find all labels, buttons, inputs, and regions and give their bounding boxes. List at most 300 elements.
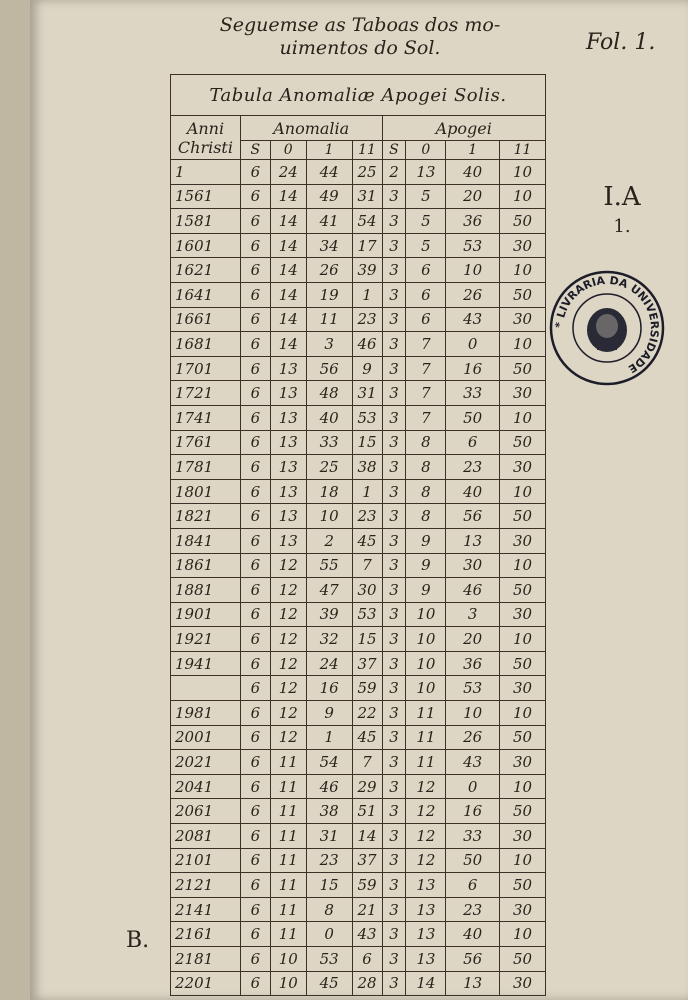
value-cell: 10 <box>270 947 306 972</box>
value-cell: 6 <box>240 282 270 307</box>
value-cell: 20 <box>446 627 500 652</box>
value-cell: 53 <box>306 947 352 972</box>
value-cell: 54 <box>352 209 382 234</box>
value-cell: 30 <box>500 381 546 406</box>
value-cell: 12 <box>270 578 306 603</box>
value-cell: 5 <box>406 184 446 209</box>
year-cell: 1641 <box>171 282 241 307</box>
year-cell: 1881 <box>171 578 241 603</box>
value-cell: 37 <box>352 848 382 873</box>
value-cell: 10 <box>500 405 546 430</box>
value-cell: 39 <box>306 602 352 627</box>
stamp-emblem-icon <box>587 308 627 352</box>
year-cell: 1841 <box>171 528 241 553</box>
value-cell: 23 <box>446 897 500 922</box>
value-cell: 37 <box>352 651 382 676</box>
year-cell: 1661 <box>171 307 241 332</box>
value-cell: 12 <box>270 627 306 652</box>
value-cell: 14 <box>270 233 306 258</box>
shelf-mark-sub: 1. <box>613 216 631 237</box>
value-cell: 10 <box>500 627 546 652</box>
value-cell: 10 <box>500 701 546 726</box>
year-cell: 2101 <box>171 848 241 873</box>
value-cell: 23 <box>446 455 500 480</box>
value-cell: 50 <box>500 209 546 234</box>
sub-header-cell: S <box>240 141 270 160</box>
sub-header-cell: 0 <box>406 141 446 160</box>
year-cell: 2181 <box>171 947 241 972</box>
value-cell: 12 <box>406 799 446 824</box>
value-cell: 10 <box>500 258 546 283</box>
value-cell: 13 <box>270 479 306 504</box>
value-cell: 6 <box>240 455 270 480</box>
value-cell: 21 <box>352 897 382 922</box>
value-cell: 13 <box>270 405 306 430</box>
table-row <box>171 627 546 652</box>
value-cell: 6 <box>240 233 270 258</box>
value-cell: 40 <box>446 479 500 504</box>
value-cell: 3 <box>382 578 406 603</box>
value-cell: 29 <box>352 774 382 799</box>
table-row <box>171 381 546 406</box>
value-cell: 6 <box>240 651 270 676</box>
table-row <box>171 897 546 922</box>
value-cell: 14 <box>270 184 306 209</box>
value-cell: 6 <box>240 971 270 996</box>
table-row <box>171 947 546 972</box>
value-cell: 11 <box>270 873 306 898</box>
value-cell: 24 <box>306 651 352 676</box>
sub-header-cell: 11 <box>500 141 546 160</box>
value-cell: 12 <box>270 553 306 578</box>
value-cell: 0 <box>446 774 500 799</box>
value-cell: 12 <box>270 701 306 726</box>
value-cell: 30 <box>500 307 546 332</box>
value-cell: 10 <box>406 602 446 627</box>
value-cell: 30 <box>500 897 546 922</box>
value-cell: 14 <box>270 332 306 357</box>
value-cell: 10 <box>446 701 500 726</box>
value-cell: 14 <box>270 209 306 234</box>
table-row <box>171 553 546 578</box>
value-cell: 7 <box>406 405 446 430</box>
value-cell: 8 <box>306 897 352 922</box>
value-cell: 15 <box>352 627 382 652</box>
year-cell: 1861 <box>171 553 241 578</box>
sub-header-cell: 0 <box>270 141 306 160</box>
value-cell: 10 <box>500 774 546 799</box>
value-cell: 51 <box>352 799 382 824</box>
value-cell: 10 <box>500 332 546 357</box>
value-cell: 3 <box>382 233 406 258</box>
value-cell: 59 <box>352 676 382 701</box>
value-cell: 6 <box>406 282 446 307</box>
value-cell: 32 <box>306 627 352 652</box>
value-cell: 13 <box>406 897 446 922</box>
value-cell: 56 <box>446 947 500 972</box>
table-row <box>171 455 546 480</box>
sub-header-cell: 1 <box>306 141 352 160</box>
value-cell: 25 <box>306 455 352 480</box>
value-cell: 13 <box>270 356 306 381</box>
table-row <box>171 750 546 775</box>
value-cell: 30 <box>500 676 546 701</box>
value-cell: 14 <box>270 258 306 283</box>
value-cell: 6 <box>240 873 270 898</box>
value-cell: 3 <box>382 282 406 307</box>
table-row <box>171 209 546 234</box>
value-cell: 10 <box>446 258 500 283</box>
value-cell: 3 <box>382 651 406 676</box>
value-cell: 3 <box>382 922 406 947</box>
value-cell: 30 <box>500 455 546 480</box>
value-cell: 17 <box>352 233 382 258</box>
table-row <box>171 184 546 209</box>
value-cell: 10 <box>500 922 546 947</box>
value-cell: 9 <box>406 553 446 578</box>
value-cell: 50 <box>500 725 546 750</box>
value-cell: 13 <box>406 947 446 972</box>
col-header-apogei: Apogei <box>382 116 546 141</box>
value-cell: 50 <box>500 947 546 972</box>
value-cell: 3 <box>382 258 406 283</box>
value-cell: 50 <box>500 578 546 603</box>
table-row <box>171 873 546 898</box>
value-cell: 6 <box>240 405 270 430</box>
table-row <box>171 848 546 873</box>
solar-table <box>170 74 546 996</box>
page-heading <box>170 14 550 60</box>
value-cell: 33 <box>446 824 500 849</box>
value-cell: 33 <box>306 430 352 455</box>
stamp-text: * LIVRARIA DA UNIVERSIDADE <box>552 273 662 376</box>
value-cell: 53 <box>352 405 382 430</box>
value-cell: 5 <box>406 209 446 234</box>
table-row <box>171 971 546 996</box>
value-cell: 54 <box>306 750 352 775</box>
value-cell: 7 <box>406 381 446 406</box>
table-row <box>171 528 546 553</box>
value-cell: 6 <box>240 381 270 406</box>
value-cell: 50 <box>500 356 546 381</box>
value-cell: 53 <box>446 233 500 258</box>
value-cell: 10 <box>270 971 306 996</box>
value-cell: 13 <box>270 504 306 529</box>
value-cell: 40 <box>306 405 352 430</box>
value-cell: 40 <box>446 160 500 185</box>
value-cell: 10 <box>500 553 546 578</box>
table-row <box>171 701 546 726</box>
value-cell: 19 <box>306 282 352 307</box>
value-cell: 3 <box>382 479 406 504</box>
year-cell: 1581 <box>171 209 241 234</box>
value-cell: 11 <box>270 799 306 824</box>
value-cell: 50 <box>500 651 546 676</box>
value-cell: 10 <box>406 676 446 701</box>
value-cell: 12 <box>270 725 306 750</box>
value-cell: 31 <box>352 381 382 406</box>
value-cell: 6 <box>240 430 270 455</box>
table-row <box>171 405 546 430</box>
year-cell: 2061 <box>171 799 241 824</box>
value-cell: 6 <box>240 184 270 209</box>
value-cell: 11 <box>406 725 446 750</box>
value-cell: 6 <box>240 479 270 504</box>
value-cell: 3 <box>446 602 500 627</box>
table-row <box>171 479 546 504</box>
value-cell: 12 <box>270 651 306 676</box>
value-cell: 45 <box>352 528 382 553</box>
value-cell: 23 <box>352 504 382 529</box>
year-cell: 1561 <box>171 184 241 209</box>
table-row <box>171 676 546 701</box>
value-cell: 53 <box>446 676 500 701</box>
year-cell: 1621 <box>171 258 241 283</box>
value-cell: 26 <box>446 282 500 307</box>
value-cell: 46 <box>352 332 382 357</box>
value-cell: 10 <box>406 651 446 676</box>
value-cell: 14 <box>270 282 306 307</box>
value-cell: 12 <box>406 774 446 799</box>
value-cell: 6 <box>240 824 270 849</box>
value-cell: 53 <box>352 602 382 627</box>
value-cell: 6 <box>240 676 270 701</box>
value-cell: 13 <box>270 455 306 480</box>
value-cell: 3 <box>382 455 406 480</box>
value-cell: 6 <box>240 627 270 652</box>
year-cell: 2201 <box>171 971 241 996</box>
value-cell: 8 <box>406 455 446 480</box>
year-cell: 2001 <box>171 725 241 750</box>
value-cell: 6 <box>240 332 270 357</box>
value-cell: 6 <box>240 848 270 873</box>
value-cell: 30 <box>352 578 382 603</box>
col-header-year: Anni Christi <box>171 116 241 160</box>
value-cell: 6 <box>240 947 270 972</box>
value-cell: 56 <box>446 504 500 529</box>
year-cell: 2121 <box>171 873 241 898</box>
value-cell: 13 <box>270 528 306 553</box>
sub-header-cell: 1 <box>446 141 500 160</box>
value-cell: 11 <box>270 922 306 947</box>
year-cell: 1761 <box>171 430 241 455</box>
value-cell: 23 <box>306 848 352 873</box>
value-cell: 43 <box>446 750 500 775</box>
value-cell: 10 <box>306 504 352 529</box>
year-cell: 1941 <box>171 651 241 676</box>
value-cell: 28 <box>352 971 382 996</box>
value-cell: 3 <box>382 430 406 455</box>
value-cell: 0 <box>446 332 500 357</box>
value-cell: 11 <box>270 824 306 849</box>
value-cell: 11 <box>270 774 306 799</box>
value-cell: 3 <box>382 332 406 357</box>
value-cell: 9 <box>406 528 446 553</box>
shelf-mark: I.A <box>603 182 641 212</box>
value-cell: 10 <box>500 848 546 873</box>
value-cell: 16 <box>446 356 500 381</box>
value-cell: 3 <box>306 332 352 357</box>
value-cell: 1 <box>352 282 382 307</box>
value-cell: 6 <box>240 209 270 234</box>
year-cell: 1901 <box>171 602 241 627</box>
value-cell: 47 <box>306 578 352 603</box>
value-cell: 13 <box>446 971 500 996</box>
year-cell: 2161 <box>171 922 241 947</box>
value-cell: 6 <box>240 897 270 922</box>
table-title: Tabula Anomaliæ Apogei Solis. <box>171 75 546 116</box>
value-cell: 6 <box>446 430 500 455</box>
value-cell: 38 <box>306 799 352 824</box>
year-cell: 1781 <box>171 455 241 480</box>
value-cell: 3 <box>382 824 406 849</box>
value-cell: 3 <box>382 774 406 799</box>
value-cell: 43 <box>352 922 382 947</box>
value-cell: 3 <box>382 528 406 553</box>
value-cell: 10 <box>500 479 546 504</box>
value-cell: 9 <box>352 356 382 381</box>
value-cell: 20 <box>446 184 500 209</box>
year-cell: 2081 <box>171 824 241 849</box>
value-cell: 2 <box>306 528 352 553</box>
year-cell: 2021 <box>171 750 241 775</box>
value-cell: 30 <box>500 971 546 996</box>
value-cell: 12 <box>270 676 306 701</box>
value-cell: 50 <box>500 799 546 824</box>
table-row <box>171 258 546 283</box>
value-cell: 26 <box>306 258 352 283</box>
value-cell: 30 <box>500 233 546 258</box>
table-row <box>171 774 546 799</box>
value-cell: 3 <box>382 356 406 381</box>
value-cell: 6 <box>240 356 270 381</box>
value-cell: 6 <box>406 258 446 283</box>
year-cell: 1741 <box>171 405 241 430</box>
value-cell: 26 <box>446 725 500 750</box>
value-cell: 41 <box>306 209 352 234</box>
value-cell: 30 <box>500 602 546 627</box>
value-cell: 23 <box>352 307 382 332</box>
value-cell: 1 <box>352 479 382 504</box>
col-header-anomalia: Anomalia <box>240 116 382 141</box>
value-cell: 10 <box>500 160 546 185</box>
value-cell: 30 <box>500 750 546 775</box>
value-cell: 12 <box>406 824 446 849</box>
value-cell: 22 <box>352 701 382 726</box>
value-cell: 25 <box>352 160 382 185</box>
value-cell: 6 <box>240 799 270 824</box>
value-cell: 3 <box>382 971 406 996</box>
year-cell: 1681 <box>171 332 241 357</box>
value-cell: 16 <box>446 799 500 824</box>
value-cell: 9 <box>306 701 352 726</box>
value-cell: 46 <box>446 578 500 603</box>
value-cell: 2 <box>382 160 406 185</box>
year-cell: 1 <box>171 160 241 185</box>
value-cell: 3 <box>382 750 406 775</box>
value-cell: 10 <box>406 627 446 652</box>
value-cell: 6 <box>240 307 270 332</box>
table-row <box>171 356 546 381</box>
value-cell: 38 <box>352 455 382 480</box>
value-cell: 12 <box>406 848 446 873</box>
gathering-mark: B. <box>126 928 150 953</box>
table-row <box>171 725 546 750</box>
value-cell: 50 <box>446 405 500 430</box>
value-cell: 6 <box>240 922 270 947</box>
value-cell: 11 <box>270 848 306 873</box>
value-cell: 13 <box>270 381 306 406</box>
sub-header-cell: 11 <box>352 141 382 160</box>
value-cell: 3 <box>382 627 406 652</box>
value-cell: 49 <box>306 184 352 209</box>
value-cell: 3 <box>382 405 406 430</box>
value-cell: 31 <box>306 824 352 849</box>
value-cell: 43 <box>446 307 500 332</box>
value-cell: 36 <box>446 651 500 676</box>
value-cell: 30 <box>500 824 546 849</box>
value-cell: 14 <box>352 824 382 849</box>
value-cell: 31 <box>352 184 382 209</box>
value-cell: 50 <box>446 848 500 873</box>
table-row <box>171 578 546 603</box>
value-cell: 30 <box>500 528 546 553</box>
year-cell: 1801 <box>171 479 241 504</box>
value-cell: 14 <box>406 971 446 996</box>
value-cell: 3 <box>382 799 406 824</box>
table-row <box>171 651 546 676</box>
value-cell: 3 <box>382 602 406 627</box>
value-cell: 3 <box>382 725 406 750</box>
value-cell: 13 <box>406 160 446 185</box>
year-cell: 2041 <box>171 774 241 799</box>
value-cell: 3 <box>382 676 406 701</box>
value-cell: 34 <box>306 233 352 258</box>
value-cell: 13 <box>406 873 446 898</box>
table-row <box>171 233 546 258</box>
value-cell: 6 <box>240 528 270 553</box>
value-cell: 7 <box>406 332 446 357</box>
value-cell: 10 <box>500 184 546 209</box>
value-cell: 13 <box>406 922 446 947</box>
value-cell: 33 <box>446 381 500 406</box>
value-cell: 15 <box>352 430 382 455</box>
year-cell: 1821 <box>171 504 241 529</box>
value-cell: 59 <box>352 873 382 898</box>
value-cell: 6 <box>240 578 270 603</box>
value-cell: 30 <box>446 553 500 578</box>
value-cell: 3 <box>382 947 406 972</box>
value-cell: 16 <box>306 676 352 701</box>
value-cell: 11 <box>306 307 352 332</box>
value-cell: 39 <box>352 258 382 283</box>
value-cell: 6 <box>240 750 270 775</box>
value-cell: 7 <box>352 750 382 775</box>
value-cell: 11 <box>270 897 306 922</box>
table-row <box>171 430 546 455</box>
value-cell: 40 <box>446 922 500 947</box>
value-cell: 3 <box>382 184 406 209</box>
value-cell: 13 <box>446 528 500 553</box>
value-cell: 6 <box>240 160 270 185</box>
value-cell: 3 <box>382 553 406 578</box>
value-cell: 6 <box>240 701 270 726</box>
year-cell: 1701 <box>171 356 241 381</box>
value-cell: 12 <box>270 602 306 627</box>
year-cell: 1981 <box>171 701 241 726</box>
value-cell: 3 <box>382 381 406 406</box>
value-cell: 44 <box>306 160 352 185</box>
